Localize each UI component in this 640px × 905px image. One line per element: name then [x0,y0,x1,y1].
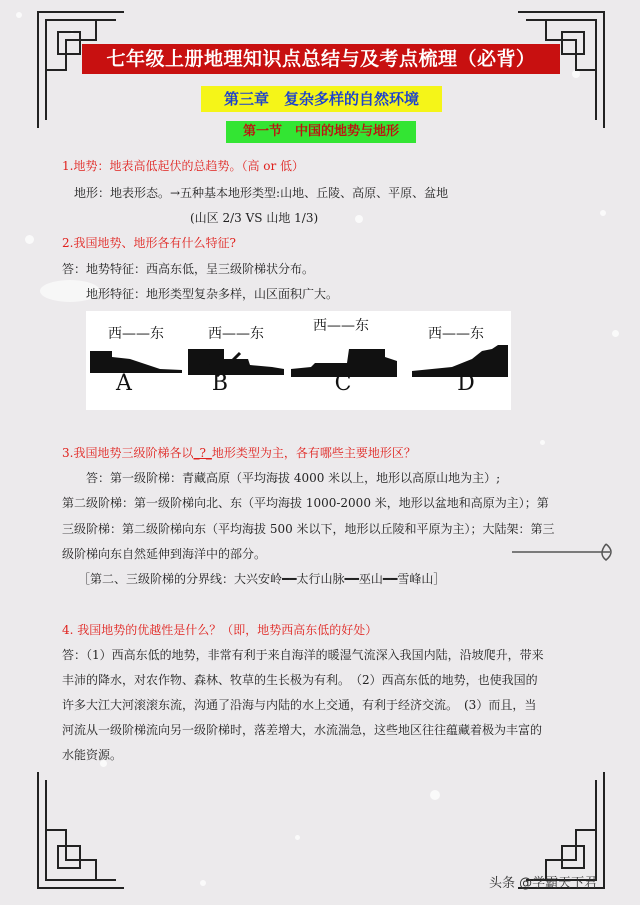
q3-line-1: 答：第一级阶梯：青藏高原（平均海拔 4000 米以上，地形以高原山地为主）; [86,471,501,485]
profile-b [186,311,286,410]
q3-line-2: 第二级阶梯：第一级阶梯向北、东（平均海拔 1000-2000 米，地形以盆地和高原为主）；第 [62,496,549,510]
profile-a-letter: A [116,371,132,396]
profile-a-shape [90,345,182,373]
q1-heading: 1.地势：地表高低起伏的总趋势。（高 or 低） [62,159,305,173]
q4-heading: 4. 我国地势的优越性是什么？（即，地势西高东低的好处） [62,623,378,637]
q4-line-5: 水能资源。 [62,748,123,762]
profile-c [291,311,391,410]
profile-c-letter: C [334,371,352,396]
profile-b-direction: 西——东 [208,326,264,342]
q4-line-2: 丰沛的降水，对农作物、森林、牧草的生长极为有利。 （2）西高东低的地势，也使我国的 [62,673,538,687]
q2-line-1: 答：地势特征：西高东低，呈三级阶梯状分布。 [62,262,315,276]
q2-heading: 2.我国地势、地形各有什么特征? [62,236,236,250]
profile-a [86,311,186,410]
q1-line-3: (山区 2/3 VS 山地 1/3) [190,211,319,225]
section-heading: 第一节 中国的地势与地形 [226,121,416,143]
profile-d-direction: 西——东 [428,326,484,342]
q1-line-2: 地形：地表形态。→五种基本地形类型:山地、丘陵、高原、平原、盆地 [74,186,449,200]
chapter-heading: 第三章 复杂多样的自然环境 [201,86,442,112]
q4-line-4: 河流从一级阶梯流向另一级阶梯时，落差增大，水流湍急，这些地区往往蕴藏着极为丰富的 [62,723,543,737]
q3-heading-part-1: 3.我国地势三级阶梯各以 [62,446,194,460]
q2-line-2: 地形特征：地形类型复杂多样，山区面积广大。 [86,287,339,301]
q3-heading-blank: _?_ [193,446,212,460]
q3-line-5: ［第二、三级阶梯的分界线：大兴安岭━━太行山脉━━巫山━━雪峰山］ [78,572,446,586]
page-title: 七年级上册地理知识点总结与及考点梳理（必背） [82,44,560,74]
profile-a-direction: 西——东 [108,326,164,342]
corner-frame-bottom-left [36,770,126,890]
profile-d-letter: D [457,371,475,396]
scroll-ornament [510,540,620,570]
footer-watermark: 头条 @学霸天下君 [489,876,598,891]
q3-line-3: 三级阶梯：第二级阶梯向东（平均海拔 500 米以下，地形以丘陵和平原为主）；大陆架：第三 [62,522,555,536]
q3-heading-part-2: 地形类型为主，各有哪些主要地形区？ [211,446,416,460]
terrain-profile-figure [86,311,511,410]
profile-d [406,311,506,410]
q3-line-4: 级阶梯向东自然延伸到海洋中的部分。 [62,547,267,561]
q3-heading [62,445,416,461]
q4-line-3: 许多大江大河滚滚东流，沟通了沿海与内陆的水上交通，有利于经济交流。 (3）而且，当 [62,698,537,712]
profile-b-letter: B [211,371,229,396]
q4-line-1: 答：（1）西高东低的地势，非常有利于来自海洋的暖湿气流深入我国内陆，沿坡爬升，带来 [62,648,544,662]
profile-c-direction: 西——东 [313,318,369,334]
